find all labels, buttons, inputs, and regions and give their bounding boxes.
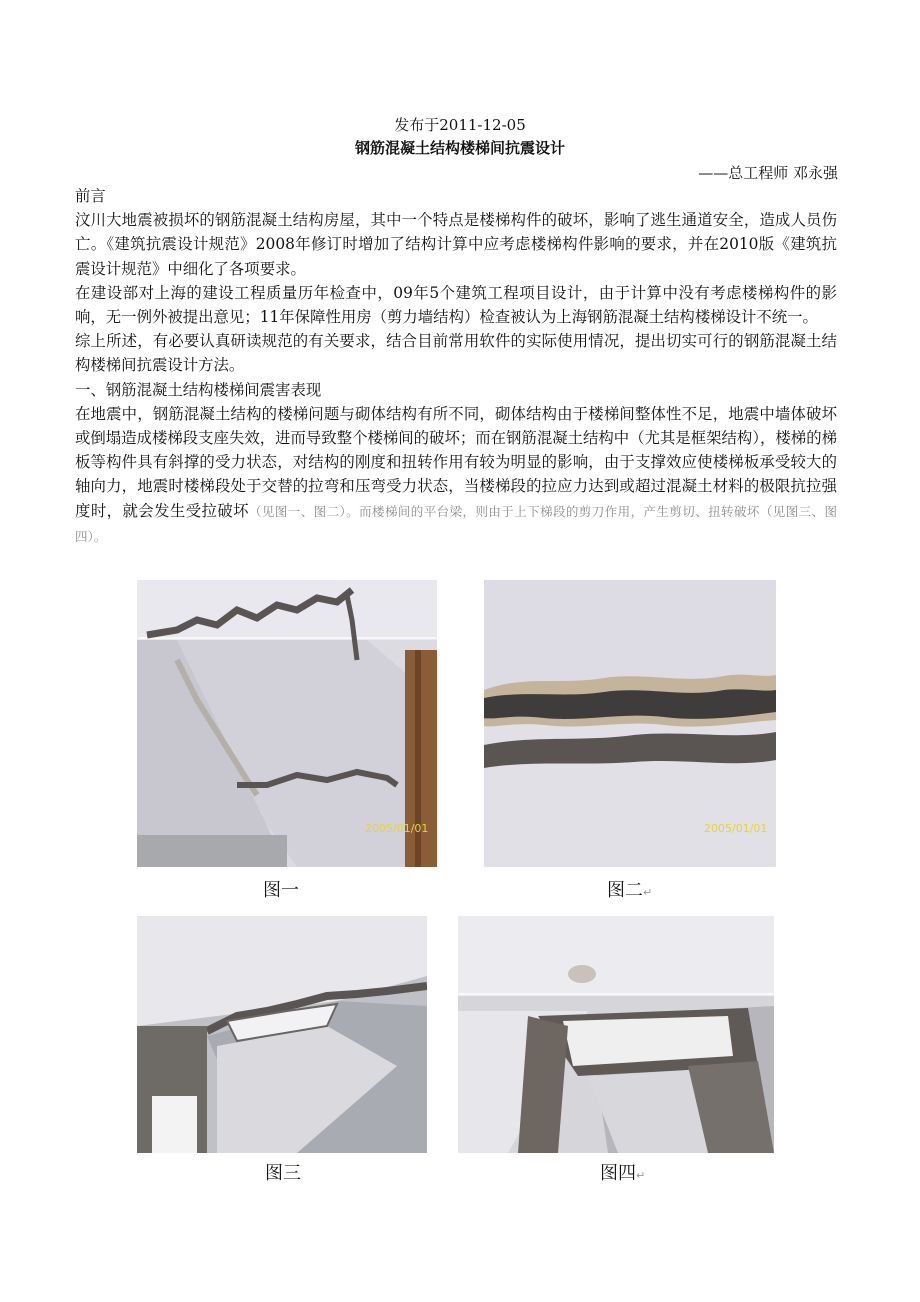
- figure-3-caption: 图三: [265, 1163, 301, 1184]
- paragraph-4-figure-refs: （见图一、图二）。而楼梯间的平台梁，则由于上下梯段的剪刀作用，产生剪切、扭转破坏（见图三、图四）。: [75, 503, 837, 544]
- figure-3-photo: [137, 916, 427, 1153]
- return-mark: ↵: [643, 886, 653, 899]
- paragraph-4: [75, 402, 837, 549]
- figure-1-timestamp: 2005/01/01: [365, 822, 429, 835]
- document-title: 钢筋混凝土结构楼梯间抗震设计: [354, 139, 565, 157]
- publish-date: 发布于2011-12-05: [394, 116, 526, 134]
- preface-heading: 前言: [75, 187, 106, 205]
- figure-4-photo: [458, 916, 774, 1153]
- paragraph-3: 综上所述，有必要认真研读规范的有关要求，结合目前常用软件的实际使用情况，提出切实可行的钢筋混凝土结构楼梯间抗震设计方法。: [75, 332, 837, 375]
- return-mark-2: ↵: [636, 1169, 646, 1182]
- figure-1-photo: [137, 580, 437, 867]
- figure-1-caption: 图一: [263, 880, 299, 901]
- section-1-heading: 一、钢筋混凝土结构楼梯间震害表现: [75, 380, 322, 399]
- paragraph-1: 汶川大地震被损坏的钢筋混凝土结构房屋，其中一个特点是楼梯构件的破坏，影响了逃生通道安全，造成人员伤亡。《建筑抗震设计规范》2008年修订时增加了结构计算中应考虑楼梯构件影响的要求，并在2010版《建筑抗震设计规范》中细化了各项要求。: [75, 211, 837, 278]
- figure-4-caption: [600, 1159, 645, 1185]
- paragraph-2: 在建设部对上海的建设工程质量历年检查中，09年5个建筑工程项目设计，由于计算中没有考虑楼梯构件的影响，无一例外被提出意见；11年保障性用房（剪力墙结构）检查被认为上海钢筋混凝土结构楼梯设计不统一。: [75, 283, 837, 327]
- author-line: ——总工程师 邓永强: [698, 164, 838, 182]
- figure-2-caption: [607, 876, 652, 902]
- body-text: [75, 184, 837, 549]
- paragraph-4-main: 在地震中，钢筋混凝土结构的楼梯问题与砌体结构有所不同，砌体结构由于楼梯间整体性不足，地震中墙体破坏或倒塌造成楼梯段支座失效，进而导致整个楼梯间的破坏；而在钢筋混凝土结构中（尤其是框架结构），楼梯的梯板等构件具有斜撑的受力状态，对结构的刚度和扭转作用有较为明显的影响，由于支撑效应使楼梯板承受较大的轴向力，地震时楼梯段处于交替的拉弯和压弯受力状态，当楼梯段的拉应力达到或超过混凝土材料的极限抗拉强度时，就会发生受拉破坏: [75, 404, 837, 520]
- figure-2-timestamp: 2005/01/01: [704, 822, 768, 835]
- figure-2-photo: [484, 580, 776, 867]
- figure-4-caption-text: 图四: [600, 1163, 636, 1184]
- figure-2-caption-text: 图二: [607, 880, 643, 901]
